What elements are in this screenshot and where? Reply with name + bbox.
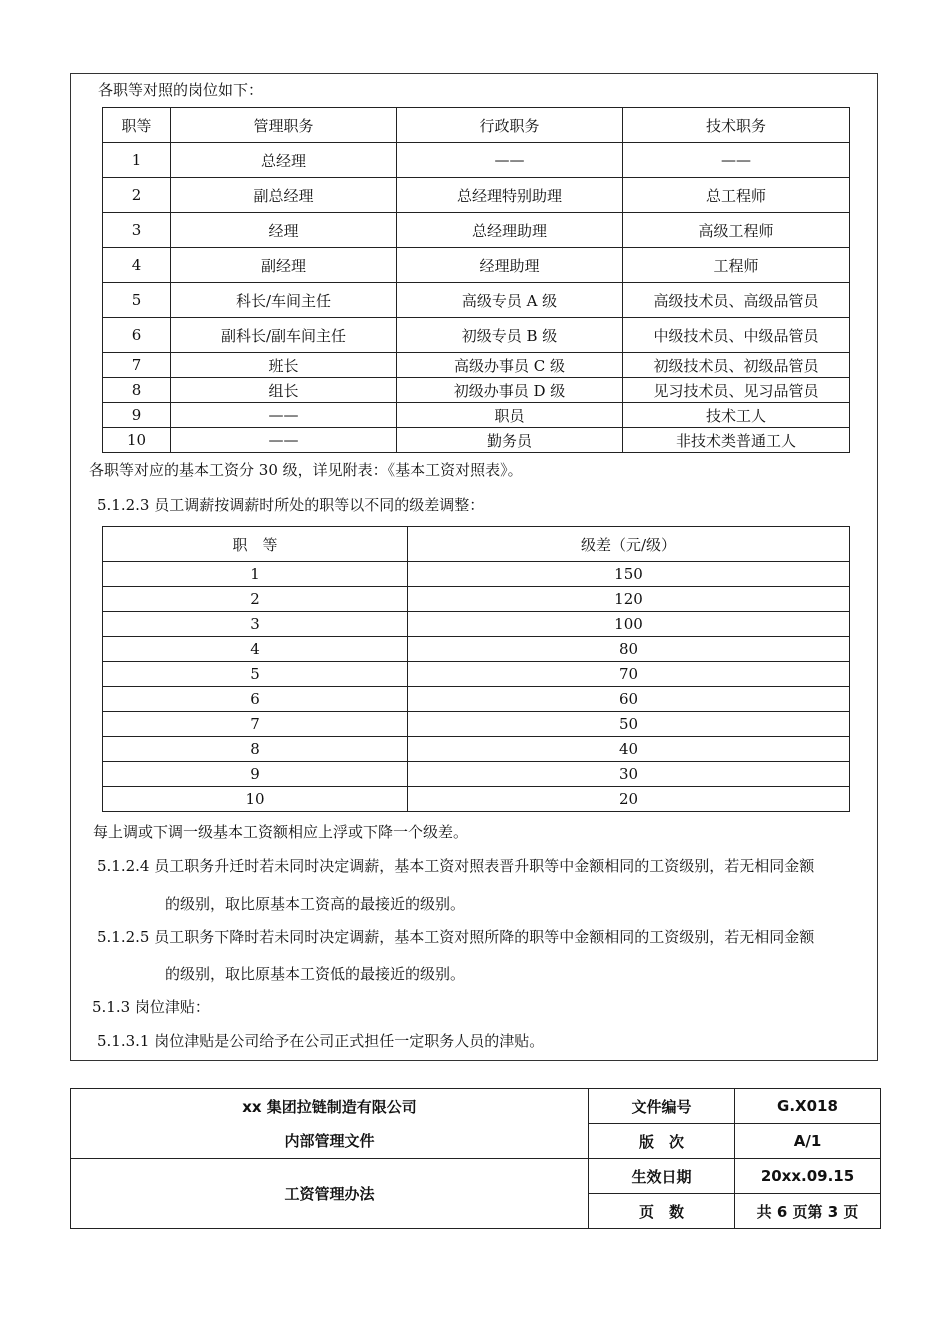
table-cell: 5: [103, 662, 408, 687]
table-cell: 120: [408, 587, 850, 612]
footer-effective-label: 生效日期: [589, 1159, 735, 1194]
table-cell: 经理: [171, 213, 397, 248]
table-cell: 150: [408, 562, 850, 587]
table-cell: 总经理特别助理: [397, 178, 623, 213]
table-header-cell: 职 等: [103, 527, 408, 562]
intro-text: 各职等对照的岗位如下：: [98, 81, 264, 99]
table-row: [103, 143, 850, 178]
table-cell: 6: [103, 318, 171, 353]
table-row: [103, 612, 850, 637]
table-row: [103, 353, 850, 378]
table-cell: 组长: [171, 378, 397, 403]
table-row: [103, 762, 850, 787]
footer-version-label: 版 次: [589, 1124, 735, 1159]
clause-5-1-3-1: 5.1.3.1 岗位津贴是公司给予在公司正式担任一定职务人员的津贴。: [97, 1032, 545, 1050]
table-cell: ——: [623, 143, 850, 178]
table-cell: 2: [103, 587, 408, 612]
table-cell: 30: [408, 762, 850, 787]
table-row: [103, 587, 850, 612]
table-row: [103, 787, 850, 812]
table-row: [103, 248, 850, 283]
clause-5-1-2-4-line2: 的级别，取比原基本工资高的最接近的级别。: [165, 895, 466, 913]
table-cell: 1: [103, 562, 408, 587]
table-row: [103, 318, 850, 353]
table-cell: 50: [408, 712, 850, 737]
table-cell: 3: [103, 612, 408, 637]
table-cell: 初级技术员、初级品管员: [623, 353, 850, 378]
grade-position-table: [102, 107, 850, 453]
footer-pages-label: 页 数: [589, 1194, 735, 1229]
table-row: [103, 178, 850, 213]
table-cell: 9: [103, 762, 408, 787]
table-cell: 高级技术员、高级品管员: [623, 283, 850, 318]
table-cell: 5: [103, 283, 171, 318]
table-cell: 副经理: [171, 248, 397, 283]
table-row: [103, 687, 850, 712]
table-cell: 100: [408, 612, 850, 637]
table-row: [103, 737, 850, 762]
table-cell: ——: [171, 403, 397, 428]
footer-doc-type: 内部管理文件: [71, 1124, 589, 1159]
table-cell: 副总经理: [171, 178, 397, 213]
table-cell: 高级专员 A 级: [397, 283, 623, 318]
table-cell: 中级技术员、中级品管员: [623, 318, 850, 353]
table-header-row: [103, 527, 850, 562]
table-cell: 科长/车间主任: [171, 283, 397, 318]
table-cell: 10: [103, 428, 171, 453]
table-row: [103, 562, 850, 587]
table-cell: 总工程师: [623, 178, 850, 213]
table-cell: 2: [103, 178, 171, 213]
table-cell: 副科长/副车间主任: [171, 318, 397, 353]
table-cell: 60: [408, 687, 850, 712]
table-cell: 70: [408, 662, 850, 687]
table-cell: 80: [408, 637, 850, 662]
table-header-cell: 级差（元/级）: [408, 527, 850, 562]
table-cell: 8: [103, 737, 408, 762]
table-cell: 见习技术员、见习品管员: [623, 378, 850, 403]
table-cell: 20: [408, 787, 850, 812]
note-adjust: 每上调或下调一级基本工资额相应上浮或下降一个级差。: [93, 823, 469, 841]
clause-5-1-2-3: 5.1.2.3 员工调薪按调薪时所处的职等以不同的级差调整：: [97, 496, 485, 514]
table-row: [103, 428, 850, 453]
table-cell: 6: [103, 687, 408, 712]
table-cell: 技术工人: [623, 403, 850, 428]
table-row: [103, 403, 850, 428]
table-cell: 7: [103, 353, 171, 378]
footer-title: 工资管理办法: [71, 1159, 589, 1229]
table-header-cell: 行政职务: [397, 108, 623, 143]
table-cell: 班长: [171, 353, 397, 378]
clause-5-1-2-5-line2: 的级别，取比原基本工资低的最接近的级别。: [165, 965, 466, 983]
table-header-row: [103, 108, 850, 143]
table-cell: 总经理助理: [397, 213, 623, 248]
table-header-cell: 职等: [103, 108, 171, 143]
clause-5-1-3: 5.1.3 岗位津贴：: [92, 998, 210, 1016]
grade-difference-table: [102, 526, 850, 812]
table-cell: 7: [103, 712, 408, 737]
table-cell: 8: [103, 378, 171, 403]
table-cell: 高级工程师: [623, 213, 850, 248]
table-cell: 经理助理: [397, 248, 623, 283]
table-cell: 9: [103, 403, 171, 428]
clause-5-1-2-4-line1: 5.1.2.4 员工职务升迁时若未同时决定调薪，基本工资对照表晋升职等中金额相同的工资级别，若无相同金额: [97, 857, 815, 875]
table-cell: 总经理: [171, 143, 397, 178]
table-cell: 工程师: [623, 248, 850, 283]
table-cell: 4: [103, 637, 408, 662]
table-cell: 4: [103, 248, 171, 283]
table-cell: ——: [397, 143, 623, 178]
footer-version: A/1: [735, 1124, 881, 1159]
table-cell: 非技术类普通工人: [623, 428, 850, 453]
document-footer: [70, 1088, 881, 1229]
table-header-cell: 管理职务: [171, 108, 397, 143]
table-cell: 10: [103, 787, 408, 812]
clause-5-1-2-5-line1: 5.1.2.5 员工职务下降时若未同时决定调薪，基本工资对照所降的职等中金额相同的工资级别，若无相同金额: [97, 928, 815, 946]
note-30-levels: 各职等对应的基本工资分 30 级，详见附表：《基本工资对照表》。: [89, 461, 523, 479]
table-row: [103, 637, 850, 662]
table-cell: 初级专员 B 级: [397, 318, 623, 353]
footer-doc-no-label: 文件编号: [589, 1089, 735, 1124]
table-cell: 勤务员: [397, 428, 623, 453]
table-row: [103, 712, 850, 737]
table-cell: 40: [408, 737, 850, 762]
table-row: [103, 662, 850, 687]
footer-company: xx 集团拉链制造有限公司: [71, 1089, 589, 1124]
table-cell: ——: [171, 428, 397, 453]
table-cell: 3: [103, 213, 171, 248]
footer-doc-no: G.X018: [735, 1089, 881, 1124]
table-cell: 1: [103, 143, 171, 178]
footer-pages: 共 6 页第 3 页: [735, 1194, 881, 1229]
content-frame: [70, 73, 878, 1061]
table-cell: 高级办事员 C 级: [397, 353, 623, 378]
footer-effective: 20xx.09.15: [735, 1159, 881, 1194]
table-row: [103, 283, 850, 318]
table-cell: 初级办事员 D 级: [397, 378, 623, 403]
table-cell: 职员: [397, 403, 623, 428]
table-header-cell: 技术职务: [623, 108, 850, 143]
table-row: [103, 213, 850, 248]
table-row: [103, 378, 850, 403]
